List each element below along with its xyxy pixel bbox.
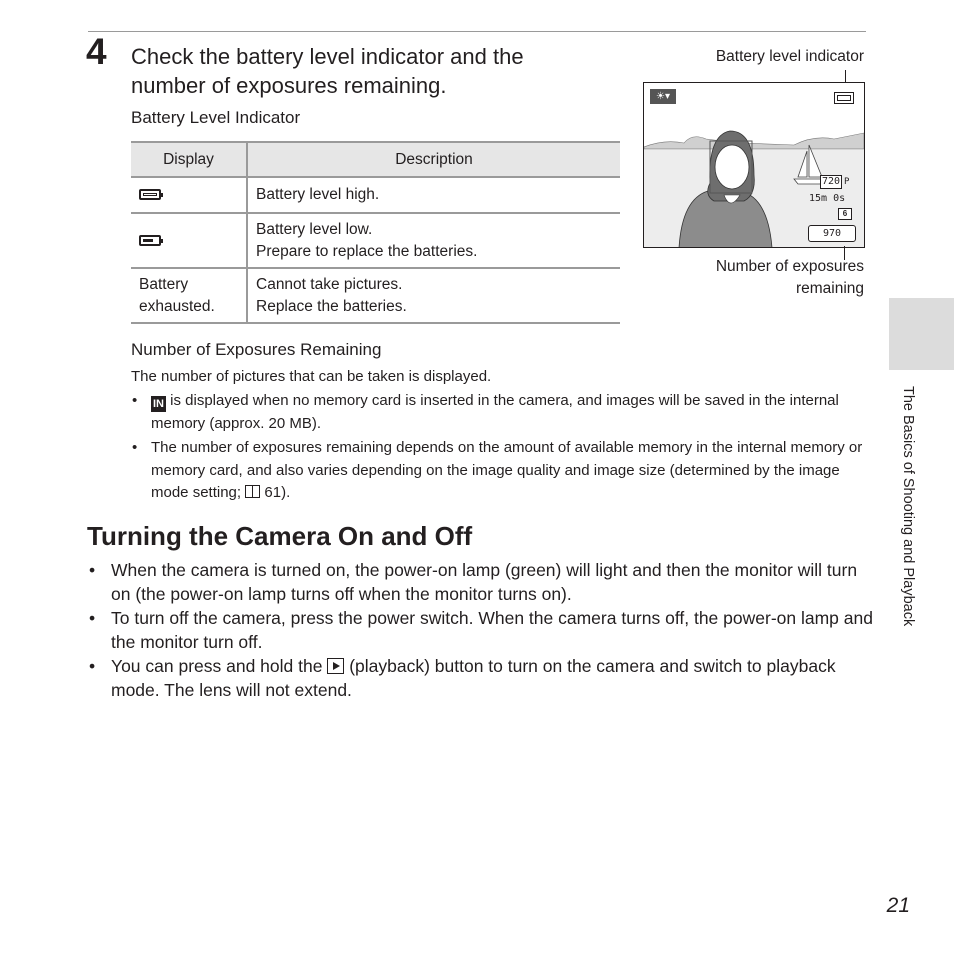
battery-heading: Battery Level Indicator [131, 108, 301, 127]
video-mode-value: 720 [822, 176, 841, 187]
table-header-row [131, 142, 620, 177]
battery-low-icon [139, 235, 161, 246]
list-item [87, 606, 877, 654]
description-line: Cannot take pictures. [256, 275, 403, 293]
exposures-remaining-display [808, 225, 856, 242]
book-icon [245, 485, 260, 498]
page-number: 21 [886, 894, 910, 917]
description-line: Battery level low. [256, 220, 373, 238]
table-header-description: Description [247, 142, 620, 177]
step-number: 4 [86, 31, 107, 72]
table-cell-description [247, 177, 620, 213]
playback-icon [327, 658, 344, 674]
exposures-intro: The number of pictures that can be taken is displayed. [131, 368, 492, 385]
step-title: Check the battery level indicator and the number of exposures remaining. [131, 44, 524, 98]
table-header-display: Display [131, 142, 247, 177]
table-row [131, 268, 620, 323]
exposures-remaining-value: 970 [822, 228, 842, 239]
camera-screen-scene [644, 83, 864, 247]
exposures-bullets [131, 390, 871, 506]
video-mode-suffix: P [844, 177, 850, 187]
battery-exhausted-label: Battery exhausted. [139, 275, 215, 315]
chapter-label: The Basics of Shooting and Playback [900, 386, 916, 627]
video-time-remaining: 15m 0s [809, 193, 846, 204]
table-cell-display [131, 213, 247, 268]
video-mode-badge [820, 175, 842, 189]
bullet-text: (playback) button to turn on the camera and switch to playback mode. The lens will not extend. [111, 656, 836, 700]
auto-scene-icon: ☀▾ [650, 89, 676, 104]
bullet-ref-text: 61). [260, 484, 291, 501]
table-row [131, 213, 620, 268]
description-line: Battery level high. [256, 186, 380, 203]
list-item [131, 390, 871, 435]
table-cell-description [247, 268, 620, 323]
bullet-text: To turn off the camera, press the power switch. When the camera turns off, the power-on lamp and the monitor turn off. [111, 608, 873, 652]
battery-full-icon [139, 189, 161, 200]
turning-bullets [87, 558, 877, 702]
section-title: Turning the Camera On and Off [87, 521, 473, 551]
table-cell-description [247, 213, 620, 268]
bullet-text: You can press and hold the [111, 656, 328, 676]
list-item [131, 437, 871, 505]
bullet-text: When the camera is turned on, the power-on lamp (green) will light and then the monitor will turn on (the power-on lamp turns off when the monitor turns on). [111, 560, 858, 604]
table-cell-display [131, 177, 247, 213]
list-item [87, 654, 877, 702]
image-size-icon: 6 [838, 208, 852, 220]
bullet-text: is displayed when no memory card is inserted in the camera, and images will be saved in the internal memory (approx. 20 MB). [151, 392, 839, 432]
battery-table [131, 141, 620, 324]
description-line: Prepare to replace the batteries. [256, 242, 478, 260]
chapter-tab [889, 298, 954, 370]
description-line: Replace the batteries. [256, 297, 407, 315]
callout-exposures-label: Number of exposures remaining [715, 258, 864, 297]
callout-battery-label: Battery level indicator [715, 48, 864, 65]
top-rule [88, 31, 866, 32]
bullet-text: The number of exposures remaining depends on the amount of available memory in the internal memory or memory card, and also varies depending on the image quality and image size (determined by the image mode setting; [151, 439, 863, 501]
exposures-heading: Number of Exposures Remaining [131, 340, 382, 359]
screen-battery-icon [834, 92, 854, 104]
list-item [87, 558, 877, 606]
camera-screen [643, 82, 865, 248]
table-row [131, 177, 620, 213]
table-cell-display [131, 268, 247, 323]
internal-memory-icon: IN [153, 398, 164, 410]
